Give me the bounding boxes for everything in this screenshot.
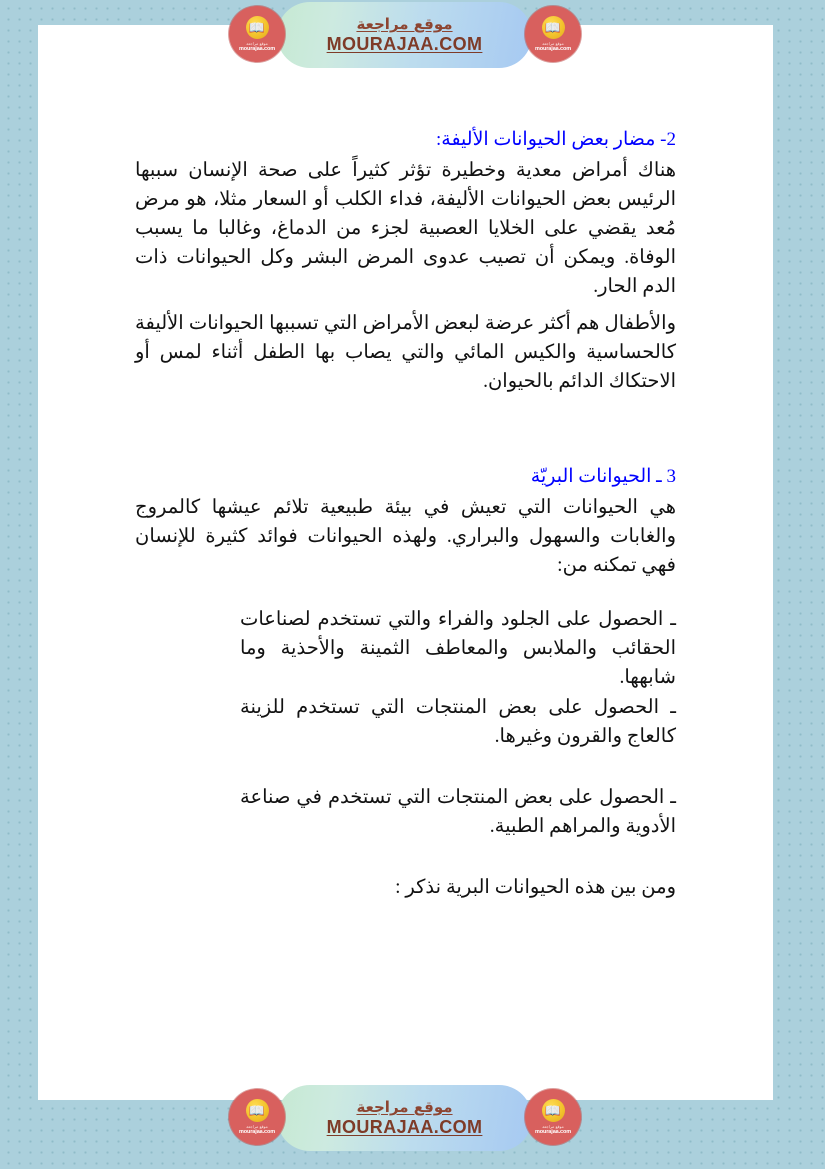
closing-line: ومن بين هذه الحيوانات البرية نذكر : [395, 877, 676, 898]
book-icon-glyph: 📖 [544, 1102, 562, 1118]
logo-caption-arabic: موقع مراجعة [542, 40, 564, 46]
book-icon-glyph: 📖 [248, 19, 266, 35]
footer-site-url[interactable]: MOURAJAA.COM [326, 1117, 483, 1137]
logo-caption-url: mourajaa.com [534, 46, 572, 53]
section-heading-wild-animals: 3 ـ الحيوانات البريّة [530, 466, 676, 487]
logo-caption-url: mourajaa.com [238, 1129, 276, 1136]
logo-caption-url: mourajaa.com [534, 1129, 572, 1136]
header-site-title: موقع مراجعة [356, 15, 453, 33]
logo-caption-arabic: موقع مراجعة [246, 1123, 268, 1129]
list-item: ـ الحصول على الجلود والفراء والتي تستخدم لصناعات الحقائب والملابس والمعاطف الثمينة والأحذية وما شابهها. [240, 609, 676, 688]
logo-caption-arabic: موقع مراجعة [246, 40, 268, 46]
logo-caption-arabic: موقع مراجعة [542, 1123, 564, 1129]
section-heading-pet-harms: 2- مضار بعض الحيوانات الأليفة: [435, 129, 676, 150]
book-icon [246, 1099, 269, 1122]
footer-banner-text [277, 1085, 532, 1151]
footer-logo-right [525, 1089, 581, 1145]
paragraph-wild-animals-intro: هي الحيوانات التي تعيش في بيئة طبيعية تلائم عيشها كالمروج والغابات والسهول والبراري. ولهذه الحيوانات فوائد كثيرة للإنسان فهي تمكنه من: [135, 497, 676, 576]
book-icon-glyph: 📖 [544, 19, 562, 35]
list-item: ـ الحصول على بعض المنتجات التي تستخدم للزينة كالعاج والقرون وغيرها. [240, 697, 676, 747]
header-site-url[interactable]: MOURAJAA.COM [326, 34, 483, 54]
list-item: ـ الحصول على بعض المنتجات التي تستخدم في صناعة الأدوية والمراهم الطبية. [240, 787, 676, 837]
footer-logo-left [229, 1089, 285, 1145]
footer-banner [0, 1083, 825, 1153]
document-content [38, 25, 773, 1100]
logo-caption-url: mourajaa.com [238, 46, 276, 53]
book-icon-glyph: 📖 [248, 1102, 266, 1118]
book-icon [542, 1099, 565, 1122]
footer-site-title: موقع مراجعة [356, 1098, 453, 1116]
paragraph-children-risk: والأطفال هم أكثر عرضة لبعض الأمراض التي تسببها الحيوانات الأليفة كالحساسية والكيس المائي والتي يصاب بها الطفل أثناء لمس أو الاحتكاك الدائم بالحيوان. [135, 313, 676, 392]
paragraph-pet-diseases: هناك أمراض معدية وخطيرة تؤثر كثيراً على صحة الإنسان سببها الرئيس بعض الحيوانات الأليفة، فداء الكلب أو السعار مثلا، هو مرض مُعد يقضي على الخلايا العصبية لجزء من الدماغ، وغالبا ما يسبب الوفاة. ويمكن أن تصيب عدوى المرض البشر وكل الحيوانات ذات الدم الحار. [135, 160, 676, 297]
